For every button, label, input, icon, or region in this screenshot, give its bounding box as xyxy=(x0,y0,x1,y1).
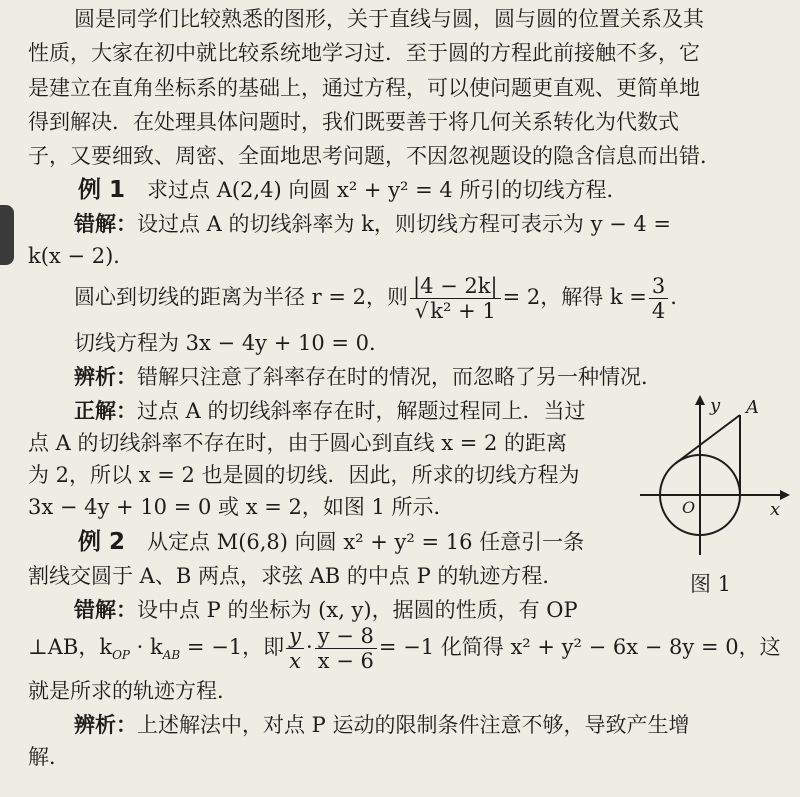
analysis-text: 错解只注意了斜率存在时的情况，而忽略了另一种情况． xyxy=(137,365,662,389)
simplified-text: = −1 化简得 x² + y² − 6x − 8y = 0，这 xyxy=(378,635,781,659)
sqrt-radicand: k² + 1 xyxy=(430,299,496,323)
example-2-question-line-2: 割线交圆于 A、B 两点，求弦 AB 的中点 P 的轨迹方程． xyxy=(28,564,564,588)
example-1-wrong-line-1 xyxy=(74,211,671,238)
example-1-question: 求过点 A(2,4) 向圆 x² + y² = 4 所引的切线方程． xyxy=(147,178,628,202)
intro-line-2: 性质，大家在初中就比较系统地学习过．至于圆的方程此前接触不多，它 xyxy=(28,41,700,65)
example-1-question-line xyxy=(78,177,627,204)
wrong-solution-text: 设过点 A 的切线斜率为 k，则切线方程可表示为 y − 4 = xyxy=(137,212,672,236)
k-numerator: 3 xyxy=(649,274,668,299)
distance-prefix: 圆心到切线的距离为半径 r = 2，则 xyxy=(74,285,409,309)
wrong-solution-2-text: 设中点 P 的坐标为 (x, y)，据圆的性质，有 OP xyxy=(137,598,578,622)
distance-denominator: √k² + 1 xyxy=(414,299,496,323)
distance-middle: = 2，解得 k = xyxy=(502,285,647,309)
fraction-2-numerator: y − 8 xyxy=(315,624,377,649)
figure-1-diagram xyxy=(630,395,790,555)
example-2-wrong-line-3: 就是所求的轨迹方程． xyxy=(28,679,238,703)
k-fraction xyxy=(649,274,668,323)
figure-1-caption: 图 1 xyxy=(690,572,732,596)
y-over-x-fraction xyxy=(286,624,304,673)
point-a-label: A xyxy=(746,397,759,418)
example-2-label: 例 2 xyxy=(78,529,126,555)
intro-line-5: 子，又要细致、周密、全面地思考问题，不因忽视题设的隐含信息而出错． xyxy=(28,144,721,168)
page-edge-tab xyxy=(0,205,14,265)
intro-line-3: 是建立在直角坐标系的基础上，通过方程，可以使问题更直观、更简单地 xyxy=(28,76,700,100)
fraction-1-numerator: y xyxy=(286,624,304,649)
correct-line-2: 点 A 的切线斜率不存在时，由于圆心到直线 x = 2 的距离 xyxy=(28,431,568,455)
k-denominator: 4 xyxy=(651,299,666,323)
correct-line-4: 3x − 4y + 10 = 0 或 x = 2，如图 1 所示． xyxy=(28,495,455,519)
example-1-wrong-line-2: k(x − 2)． xyxy=(28,244,135,268)
correct-solution-text: 过点 A 的切线斜率存在时，解题过程同上．当过 xyxy=(137,399,586,423)
distance-formula-line xyxy=(74,272,677,323)
example-2-wrong-line-1 xyxy=(74,597,578,624)
analysis-label: 辨析： xyxy=(74,365,137,389)
x-axis-arrow xyxy=(780,490,790,500)
example-2-analysis-line-2: 解． xyxy=(28,745,70,769)
origin-label: O xyxy=(682,498,696,517)
multiply-dot: · xyxy=(306,635,313,659)
slope-ab-text: · k xyxy=(130,635,163,659)
slope-product-line xyxy=(28,622,781,680)
analysis-2-text: 上述解法中，对点 P 运动的限制条件注意不够，导致产生增 xyxy=(137,713,690,737)
example-2-analysis-line xyxy=(74,712,689,739)
y-axis-label: y xyxy=(710,395,721,416)
equals-text: = −1，即 xyxy=(180,635,285,659)
analysis-2-label: 辨析： xyxy=(74,713,137,737)
y-axis-arrow xyxy=(695,395,705,405)
ab-subscript: AB xyxy=(162,648,181,662)
perp-text: ⊥AB，k xyxy=(28,635,113,659)
correct-line-1 xyxy=(74,398,586,425)
slope-fraction xyxy=(315,624,377,673)
distance-fraction xyxy=(410,274,501,323)
distance-end: . xyxy=(670,285,677,309)
tangent-equation: 切线方程为 3x − 4y + 10 = 0． xyxy=(74,331,391,355)
intro-line-4: 得到解决．在处理具体问题时，我们既要善于将几何关系转化为代数式 xyxy=(28,110,679,134)
correct-line-3: 为 2，所以 x = 2 也是圆的切线．因此，所求的切线方程为 xyxy=(28,463,580,487)
example-2-question: 从定点 M(6,8) 向圆 x² + y² = 16 任意引一条 xyxy=(147,530,585,554)
fraction-2-denominator: x − 6 xyxy=(317,649,374,673)
x-axis-label: x xyxy=(770,499,781,520)
fraction-1-denominator: x xyxy=(289,649,302,673)
intro-line-1: 圆是同学们比较熟悉的图形，关于直线与圆，圆与圆的位置关系及其 xyxy=(74,7,704,31)
op-subscript: OP xyxy=(112,648,130,662)
correct-solution-label: 正解： xyxy=(74,399,137,423)
distance-numerator: |4 − 2k| xyxy=(410,274,501,299)
example-2-question-line xyxy=(78,529,584,556)
wrong-solution-label: 错解： xyxy=(74,212,137,236)
example-1-label: 例 1 xyxy=(78,177,126,203)
analysis-line xyxy=(74,364,662,391)
wrong-solution-2-label: 错解： xyxy=(74,598,137,622)
